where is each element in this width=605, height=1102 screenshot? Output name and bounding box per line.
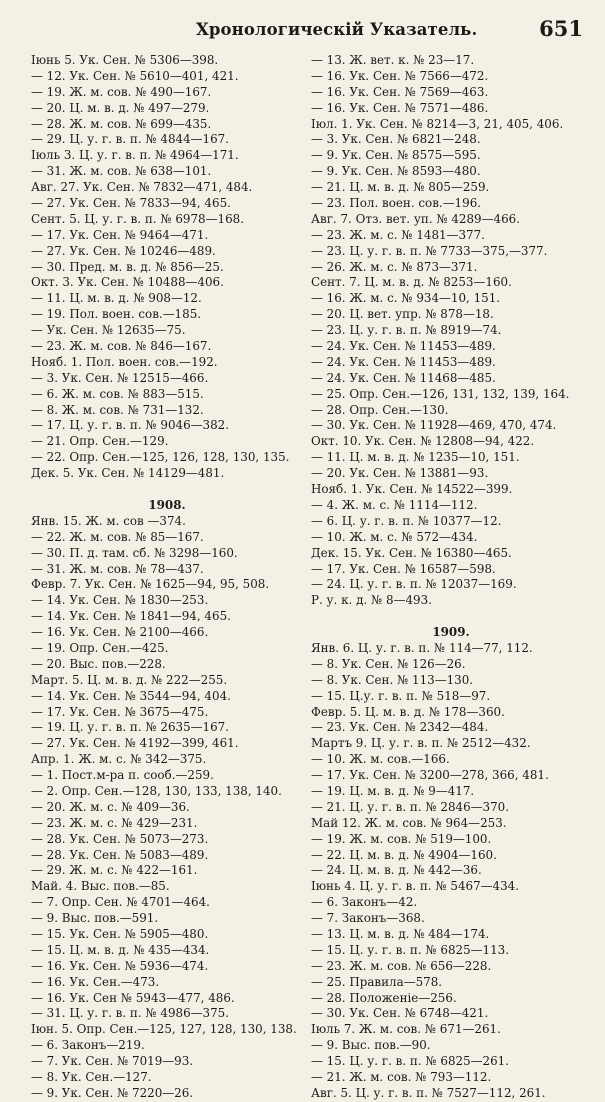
index-entry: Авг. 7. Отз. вет. уп. № 4289—466. — [311, 211, 520, 226]
index-entry: — 23. Ж. м. сов. № 656—228. — [311, 958, 492, 973]
index-entry: — 24. Ук. Сен. № 11453—489. — [311, 339, 496, 354]
index-entry: — 30. Ук. Сен. № 11928—469, 470, 474. — [311, 418, 557, 433]
index-entry: — 6. Законъ—219. — [31, 1038, 145, 1053]
index-entry: — 7. Ук. Сен. № 7019—93. — [31, 1054, 194, 1069]
index-entry: Сент. 5. Ц. у. г. в. п. № 6978—168. — [31, 211, 244, 226]
index-entry: — 22. Ж. м. сов. № 85—167. — [31, 529, 204, 544]
index-entry: — 14. Ук. Сен. № 3544—94, 404. — [31, 688, 231, 703]
index-entry: — 21. Ц. м. в. д. № 805—259. — [311, 180, 490, 195]
index-entry: — 12. Ук. Сен. № 5610—401, 421. — [31, 68, 239, 83]
index-entry: — 19. Пол. воен. сов.—185. — [31, 307, 202, 322]
index-entry: — 23. Ц. у. г. в. п. № 7733—375,—377. — [311, 243, 548, 258]
index-entry: — 28. Ук. Сен. № 5073—273. — [31, 831, 209, 846]
index-entry: — 19. Ж. м. сов. № 519—100. — [311, 831, 492, 846]
index-entry: Нояб. 1. Пол. воен. сов.—192. — [31, 354, 218, 369]
index-entry: — 15. Ук. Сен. № 5905—480. — [31, 926, 209, 941]
index-entry: — 24. Ц. м. в. д. № 442—36. — [311, 863, 482, 878]
index-entry: — 8. Ук. Сен.—127. — [31, 1070, 152, 1084]
index-entry: — 19. Опр. Сен.—425. — [31, 640, 169, 655]
index-entry: — 19. Ц. м. в. д. № 9—417. — [311, 783, 475, 798]
index-entry: Мартъ 9. Ц. у. г. в. п. № 2512—432. — [311, 736, 531, 751]
index-entry: — 15. Ц. у. г. в. п. № 6825—113. — [311, 942, 510, 957]
index-entry: — 16. Ж. м. с. № 934—10, 151. — [311, 291, 501, 306]
index-entry: — 8. Ж. м. сов. № 731—132. — [31, 402, 204, 417]
index-entry: — 17. Ц. у. г. в. п. № 9046—382. — [31, 418, 230, 433]
index-entry: Февр. 5. Ц. м. в. д. № 178—360. — [311, 704, 505, 719]
index-entry: — 28. Ук. Сен. № 5083—489. — [31, 847, 209, 862]
index-entry: Iюль 7. Ж. м. сов. № 671—261. — [311, 1022, 501, 1037]
index-entry: — 27. Ук. Сен. № 10246—489. — [31, 243, 216, 258]
index-entry: Iюн. 5. Опр. Сен.—125, 127, 128, 130, 138. — [31, 1022, 297, 1037]
blank-line — [311, 609, 591, 625]
index-entry: Iюл. 1. Ук. Сен. № 8214—3, 21, 405, 406. — [311, 116, 564, 131]
index-entry: Май. 4. Выс. пов.—85. — [31, 879, 170, 894]
page-header — [0, 14, 605, 44]
index-entry: Янв. 6. Ц. у. г. в. п. № 114—77, 112. — [311, 640, 533, 655]
index-entry: — 21. Ц. у. г. в. п. № 2846—370. — [311, 799, 510, 814]
index-entry: — 7. Опр. Сен. № 4701—464. — [31, 895, 210, 910]
index-entry: Февр. 7. Ук. Сен. № 1625—94, 95, 508. — [31, 577, 270, 592]
index-entry: — 23. Ц. у. г. в. п. № 8919—74. — [311, 323, 502, 338]
index-entry: — 28. Опр. Сен.—130. — [311, 402, 449, 417]
index-entry: — 16. Ук. Сен.—473. — [31, 974, 160, 989]
index-entry: — 30. П. д. там. сб. № 3298—160. — [31, 545, 238, 560]
index-entry: Iюнь 4. Ц. у. г. в. п. № 5467—434. — [311, 879, 520, 894]
index-entry: — 31. Ж. м. сов. № 638—101. — [31, 164, 212, 179]
index-entry: — 14. Ук. Сен. № 1841—94, 465. — [31, 609, 231, 624]
index-entry: Р. у. к. д. № 8—493. — [311, 593, 432, 608]
index-entry: — 16. Ук. Сен. № 7571—486. — [311, 100, 489, 115]
index-entry: — 23. Ж. м. сов. № 846—167. — [31, 339, 212, 354]
index-entry: — 29. Ц. у. г. в. п. № 4844—167. — [31, 132, 230, 147]
index-entry: — 27. Ук. Сен. № 4192—399, 461. — [31, 736, 239, 751]
index-entry: — 28. Положенiе—256. — [311, 990, 457, 1005]
index-entry: — 16. Ук. Сен. № 7566—472. — [311, 68, 489, 83]
index-entry: — 20. Выс. пов.—228. — [31, 656, 166, 671]
index-entry: — 9. Выс. пов.—90. — [311, 1038, 431, 1053]
index-entry: — 11. Ц. м. в. д. № 1235—10, 151. — [311, 450, 520, 465]
index-entry: — 23. Ж. м. с. № 429—231. — [31, 815, 198, 830]
year-heading: 1908. — [148, 497, 186, 512]
index-entry: — 30. Пред. м. в. д. № 856—25. — [31, 259, 224, 274]
page-number: 651 — [539, 16, 583, 41]
index-entry: — Ук. Сен. № 12635—75. — [31, 323, 186, 338]
index-entry: — 13. Ц. м. в. д. № 484—174. — [311, 926, 490, 941]
index-entry: — 19. Ц. у. г. в. п. № 2635—167. — [31, 720, 230, 735]
index-entry: — 25. Правила—578. — [311, 974, 443, 989]
index-entry: — 16. Ук. Сен. № 2100—466. — [31, 625, 209, 640]
index-entry: — 6. Ц. у. г. в. п. № 10377—12. — [311, 513, 502, 528]
index-entry: — 6. Законъ—42. — [311, 895, 418, 910]
index-entry: — 30. Ук. Сен. № 6748—421. — [311, 1006, 489, 1021]
index-entry: — 3. Ук. Сен. № 12515—466. — [31, 370, 209, 385]
index-entry: — 20. Ц. вет. упр. № 878—18. — [311, 307, 494, 322]
index-entry: — 24. Ук. Сен. № 11468—485. — [311, 370, 496, 385]
index-entry: — 16. Ук. Сен № 5943—477, 486. — [31, 990, 235, 1005]
index-entry: — 31. Ц. у. г. в. п. № 4986—375. — [31, 1006, 230, 1021]
index-entry: — 3. Ук. Сен. № 6821—248. — [311, 132, 481, 147]
index-entry: Март. 5. Ц. м. в. д. № 222—255. — [31, 672, 228, 687]
running-title: Хронологическiй Указатель. — [196, 20, 478, 39]
index-entry: — 23. Пол. воен. сов.—196. — [311, 196, 482, 211]
index-entry: Окт. 3. Ук. Сен. № 10488—406. — [31, 275, 224, 290]
index-entry: — 9. Ук. Сен. № 7220—26. — [31, 1085, 194, 1100]
index-entry: — 4. Ж. м. с. № 1114—112. — [311, 497, 478, 512]
index-entry: — 17. Ук. Сен. № 3200—278, 366, 481. — [311, 768, 549, 783]
index-entry: — 9. Ук. Сен. № 8575—595. — [311, 148, 481, 163]
index-entry: — 19. Ж. м. сов. № 490—167. — [31, 84, 212, 99]
index-entry: — 2. Опр. Сен.—128, 130, 133, 138, 140. — [31, 783, 282, 798]
index-entry: Авг. 5. Ц. у. г. в. п. № 7527—112, 261. — [311, 1085, 546, 1100]
index-entry: — 15. Ц.у. г. в. п. № 518—97. — [311, 688, 491, 703]
index-entry: — 23. Ж. м. с. № 1481—377. — [311, 227, 485, 242]
index-entry: — 17. Ук. Сен. № 16587—598. — [311, 561, 496, 576]
index-entry: — 15. Ц. у. г. в. п. № 6825—261. — [311, 1054, 510, 1069]
index-entry: Сент. 7. Ц. м. в. д. № 8253—160. — [311, 275, 512, 290]
index-entry: Май 12. Ж. м. сов. № 964—253. — [311, 815, 507, 830]
index-entry: — 13. Ж. вет. к. № 23—17. — [311, 53, 475, 67]
index-entry: — 8. Ук. Сен. № 113—130. — [311, 672, 474, 687]
index-entry: Апр. 1. Ж. м. с. № 342—375. — [31, 752, 207, 767]
index-entry: — 7. Законъ—368. — [311, 911, 425, 926]
left-column — [31, 53, 303, 1102]
index-entry: — 24. Ук. Сен. № 11453—489. — [311, 354, 496, 369]
right-column — [311, 53, 591, 1102]
index-entry: — 16. Ук. Сен. № 7569—463. — [311, 84, 489, 99]
index-entry: — 22. Опр. Сен.—125, 126, 128, 130, 135. — [31, 450, 290, 465]
index-entry: — 9. Ук. Сен. № 8593—480. — [311, 164, 481, 179]
index-entry: — 21. Ж. м. сов. № 793—112. — [311, 1070, 492, 1084]
index-entry: — 25. Опр. Сен.—126, 131, 132, 139, 164. — [311, 386, 570, 401]
index-entry: Iюнь 5. Ук. Сен. № 5306—398. — [31, 53, 219, 67]
index-entry: Окт. 10. Ук. Сен. № 12808—94, 422. — [311, 434, 535, 449]
index-entry: — 31. Ж. м. сов. № 78—437. — [31, 561, 204, 576]
index-entry: — 17. Ук. Сен. № 3675—475. — [31, 704, 209, 719]
index-entry: — 29. Ж. м. с. № 422—161. — [31, 863, 198, 878]
index-entry: — 21. Опр. Сен.—129. — [31, 434, 169, 449]
index-entry: Дек. 5. Ук. Сен. № 14129—481. — [31, 466, 225, 481]
index-entry: — 28. Ж. м. сов. № 699—435. — [31, 116, 212, 131]
index-entry: — 11. Ц. м. в. д. № 908—12. — [31, 291, 202, 306]
index-entry: Янв. 15. Ж. м. сов —374. — [31, 513, 186, 528]
index-entry: — 24. Ц. у. г. в. п. № 12037—169. — [311, 577, 517, 592]
index-entry: — 15. Ц. м. в. д. № 435—434. — [31, 942, 210, 957]
index-entry: — 17. Ук. Сен. № 9464—471. — [31, 227, 209, 242]
index-entry: — 6. Ж. м. сов. № 883—515. — [31, 386, 204, 401]
blank-line — [31, 482, 303, 498]
index-entry: — 8. Ук. Сен. № 126—26. — [311, 656, 466, 671]
index-entry: — 23. Ук. Сен. № 2342—484. — [311, 720, 489, 735]
index-entry: — 16. Ук. Сен. № 5936—474. — [31, 958, 209, 973]
index-entry: — 20. Ж. м. с. № 409—36. — [31, 799, 190, 814]
index-entry: — 9. Выс. пов.—591. — [31, 911, 159, 926]
index-entry: — 10. Ж. м. с. № 572—434. — [311, 529, 478, 544]
index-entry: Авг. 27. Ук. Сен. № 7832—471, 484. — [31, 180, 253, 195]
index-entry: — 20. Ук. Сен. № 13881—93. — [311, 466, 489, 481]
year-heading: 1909. — [432, 625, 470, 640]
index-entry: Дек. 15. Ук. Сен. № 16380—465. — [311, 545, 512, 560]
index-entry: — 10. Ж. м. сов.—166. — [311, 752, 450, 767]
index-entry: — 27. Ук. Сен. № 7833—94, 465. — [31, 196, 231, 211]
index-entry: — 1. Пост.м-ра п. сооб.—259. — [31, 768, 214, 783]
index-entry: — 20. Ц. м. в. д. № 497—279. — [31, 100, 210, 115]
index-entry: — 14. Ук. Сен. № 1830—253. — [31, 593, 209, 608]
index-entry: — 22. Ц. м. в. д. № 4904—160. — [311, 847, 497, 862]
index-entry: — 26. Ж. м. с. № 873—371. — [311, 259, 478, 274]
index-entry: Нояб. 1. Ук. Сен. № 14522—399. — [311, 482, 513, 497]
index-entry: Iюль 3. Ц. у. г. в. п. № 4964—171. — [31, 148, 239, 163]
